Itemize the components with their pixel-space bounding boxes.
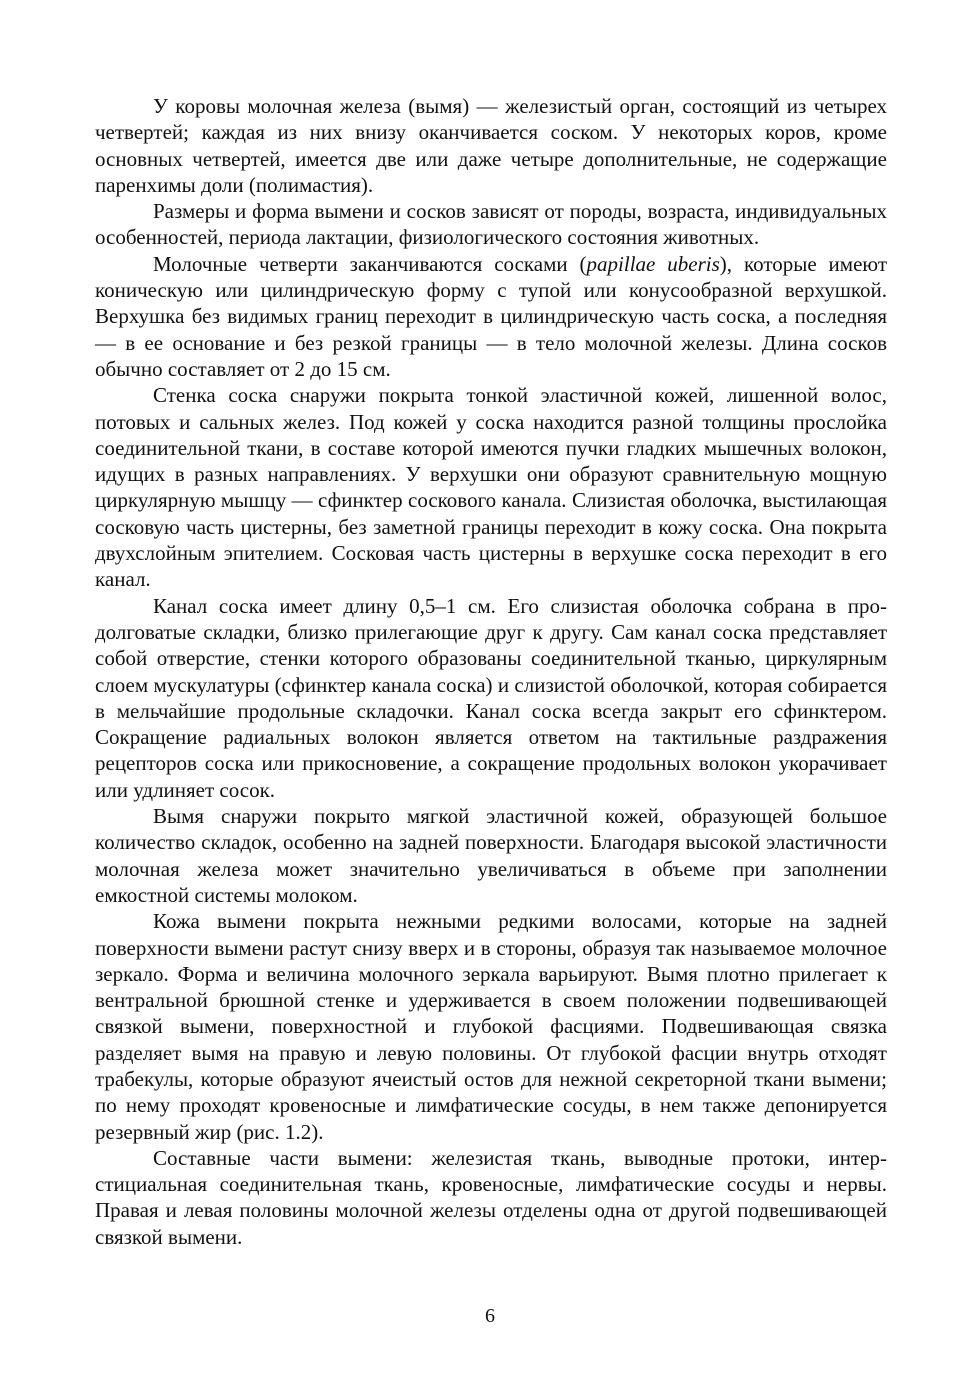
paragraph-udder-components: Составные части вымени: железистая ткань, выводные протоки, интерстициальная соединительная ткань, кровеносные, лимфатические сосуды и нервы. Правая и левая половины молочной железы отделены одна от другой подвешивающей связкой вымени. — [95, 1145, 887, 1249]
paragraph-teats-start: Молочные четверти заканчиваются сосками ( — [153, 251, 587, 276]
paragraph-teats — [95, 251, 887, 382]
paragraph-teats-end: ), которые имеют коническую или цилиндрическую форму с тупой или конусообразной верхушкой. Верхушка без видимых границ переходит в цилиндрическую часть соска, а последняя — в ее основание и без резкой границы — в тело молочной железы. Длина сосков обычно составляет от 2 до 15 см. — [95, 251, 887, 381]
document-body — [95, 93, 887, 1250]
paragraph-udder-size: Размеры и форма вымени и сосков зависят от породы, возраста, индивидуальных особенностей, периода лактации, физиологического состояния животных. — [95, 199, 887, 250]
paragraph-udder-overview: У коровы молочная железа (вымя) — железистый орган, состоящий из четырех четвертей; каждая из них внизу оканчивается соском. У некоторых коров, кроме основных четвертей, имеется две или даже четыре дополнительные, не содержащие паренхимы доли (полимастия). — [95, 94, 887, 197]
paragraph-udder-hair: Кожа вымени покрыта нежными редкими волосами, которые на задней поверхности вымени растут снизу вверх и в стороны, образуя так называемое молочное зеркало. Форма и величина молочного зеркала варьируют. Вымя плотно прилегает к вентральной брюшной стенке и удерживается в своем положении подвешивающей связкой вымени, поверхностной и глубокой фасциями. Подвешивающая связка разделяет вымя на правую и левую половины. От глубокой фасции внутрь отходят трабекулы, которые образуют ячеистый остов для нежной секреторной ткани вымени; по нему проходят кровеносные и лимфатические сосуды, в нем также депонируется резервный жир (рис. 1.2). — [95, 909, 887, 1144]
paragraph-teat-wall: Стенка соска снаружи покрыта тонкой эластичной кожей, лишенной волос, потовых и сальных желез. Под кожей у соска находится разной толщины прослойка соединительной ткани, в составе которой имеются пучки гладких мышечных волокон, идущих в разных направлениях. У верхушки они образуют сравнительную мощную циркулярную мышцу — сфинктер соскового канала. Слизистая оболочка, выстилающая сосковую часть цистерны, без заметной границы переходит в кожу соска. Она покрыта двухслойным эпителием. Сосковая часть цистерны в верхушке соска переходит в его канал. — [95, 383, 887, 592]
page-number: 6 — [485, 1305, 495, 1327]
latin-term: papillae uberis — [586, 251, 720, 276]
paragraph-teat-canal: Канал соска имеет длину 0,5–1 см. Его слизистая оболочка собрана в продолговатые складки, близко прилегающие друг к другу. Сам канал соска представляет собой отверстие, стенки которого образованы соединительной тканью, циркулярным слоем мускулатуры (сфинктер канала соска) и слизистой оболочкой, которая собирается в мельчайшие продольные складочки. Канал соска всегда закрыт его сфинктером. Сокращение радиальных волокон является ответом на тактильные раздражения рецепторов соска или прикосновение, а сокращение продольных волокон укорачивает или удлиняет сосок. — [95, 593, 887, 802]
paragraph-udder-skin: Вымя снаружи покрыто мягкой эластичной кожей, образующей большое количество складок, особенно на задней поверхности. Благодаря высокой эластичности молочная железа может значительно увеличиваться в объеме при заполнении емкостной системы молоком. — [95, 804, 887, 907]
